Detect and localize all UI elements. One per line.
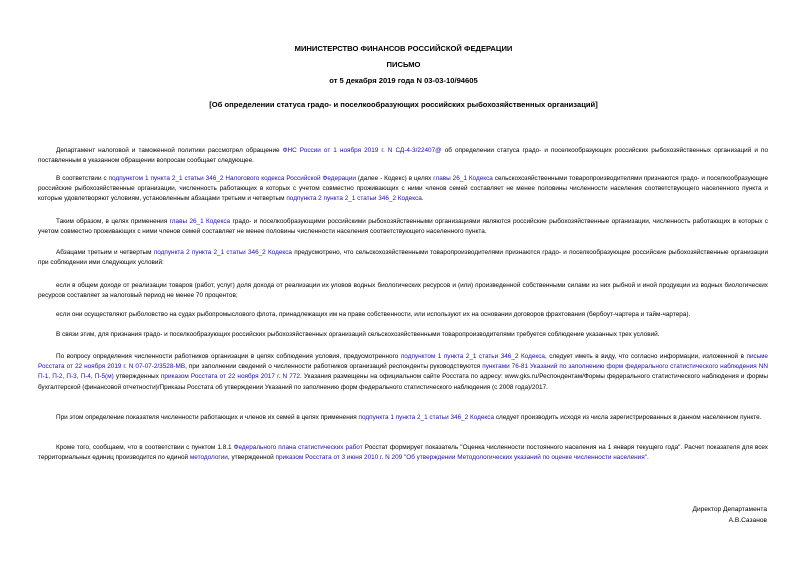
link-subpoint-2[interactable]: подпункта 2 пункта 2_1 статьи 346_2 Кодекса [153,249,292,256]
link-chapter-26-1[interactable]: главы 26_1 Кодекса [433,175,493,182]
text-fragment: Абзацами третьим и четвертым [56,249,154,256]
paragraph-7: В связи этим, для признания градо- и поселкообразующих российских рыбохозяйственных организаций сельскохозяйственными товаропроизводителями требуется соблюдение указанных трех условий. [56,331,660,338]
text-fragment: По вопросу определения численности работников организации в целях соблюдения условия, предусмотренного [56,353,401,360]
signature-position: Директор Департамента [692,506,767,513]
text-fragment: Департамент налоговой и таможенной политики рассмотрел обращение [56,147,283,154]
document-subject: [Об определении статуса градо- и поселкообразующих российских рыбохозяйственных организаций] [209,100,598,109]
link-tax-code-346-2[interactable]: подпунктом 1 пункта 2_1 статьи 346_2 Налогового кодекса Российской Федерации [108,175,356,182]
link-rosstat-order-209[interactable]: приказом Росстата от 3 июня 2010 г. N 209 [275,454,403,462]
text-fragment: . Указания размещены на официальном сайте Росстата по адресу: www.gks.ru/Респондентам/Формы федерального статистического наблюдения и формы бухгалтерской (финансовой отчетности)/Приказы Росстата об утверждении Указаний по заполнению форм федерального статистического наблюдения (с 2008 года)/2017. [38,373,768,391]
link-fns-letter[interactable]: ФНС России от 1 ноября 2019 г. N СД-4-3/22407@ [282,147,442,154]
text-fragment: , следует иметь в виду, что согласно информации, изложенной в [545,353,747,360]
text-fragment: , утвержденной [227,454,276,462]
link-rosstat-letter[interactable]: письме Росстата от 22 ноября 2019 г. N 07-07-2/3528-МВ [38,353,768,371]
paragraph-9 [38,413,768,423]
text-fragment: утвержденных [113,373,161,381]
document-type: ПИСЬМО [386,60,421,69]
text-fragment: . [646,454,649,462]
link-chapter-26-1[interactable]: главы 26_1 Кодекса [169,218,231,225]
paragraph-6: если они осуществляют рыболовство на судах рыбопромыслового флота, принадлежащих им на праве собственности, или используют их на основании договоров фрахтования (бербоут-чартера и тайм-чартера). [56,311,691,318]
text-fragment: об определении статуса градо- и поселкообразующих российских рыбохозяйственных организаций и по поставленным в указанном обращении вопросам сообщает следующее. [38,147,768,165]
paragraph-5: если в общем доходе от реализации товаров (работ, услуг) доля дохода от реализации их уловов водных биологических ресурсов и (или) произведенной собственными силами из них рыбной и иной продукции из водных биологических ресурсов составляет за налоговый период не менее 70 процентов; [38,282,768,300]
text-fragment: В соответствии с [56,175,109,182]
text-fragment: . [421,195,424,203]
paragraph-10 [38,443,768,463]
text-fragment: следует производить исходя из числа зарегистрированных в данном населенном пункте. [494,414,762,421]
signature-name: А.В.Сазанов [728,517,767,524]
link-subpoint-2[interactable]: подпункта 2 пункта 2_1 статьи 346_2 Кодекса [286,195,422,203]
text-fragment: При этом определение показателя численности работающих и членов их семей в целях применения [56,414,359,421]
ministry-title: МИНИСТЕРСТВО ФИНАНСОВ РОССИЙСКОЙ ФЕДЕРАЦИИ [294,44,513,53]
paragraph-3 [38,217,768,237]
paragraph-2 [38,174,768,205]
text-fragment: (далее - Кодекс) в целях [355,175,434,182]
text-fragment: градо- и поселкообразующими российскими рыбохозяйственными организациями являются российские рыбохозяйственные организации, численность работающих в которых с учетом совместно проживающих с ними членов семей составляет не менее половины численности населения соответствующего населенного пункта. [38,218,768,236]
text-fragment: Таким образом, в целях применения [56,218,170,225]
link-federal-statistical-plan[interactable]: Федерального плана статистических работ [233,444,363,451]
link-methodology[interactable]: методологии [189,454,228,462]
text-fragment: предусмотрено, что сельскохозяйственными товаропроизводителями признаются градо- и поселкообразующие российские рыбохозяйственные организации при соблюдении ими следующих условий: [38,249,769,267]
paragraph-4 [38,248,768,268]
document-date-number: от 5 декабря 2019 года N 03-03-10/94605 [329,76,478,85]
paragraph-1 [38,146,768,166]
link-instructions-76-81[interactable]: пунктами 76-81 Указаний по заполнению форм федерального статистического наблюдения NN П-1, П-2, П-3, П-4, П-5(м) [38,363,768,381]
link-subpoint-1[interactable]: подпункта 1 пункта 2_1 статьи 346_2 Кодекса [358,414,495,421]
text-fragment: , при заполнении сведений о численности работников организаций респонденты руководствуются [185,363,483,371]
text-fragment: сельскохозяйственными товаропроизводителями признаются градо- и поселкообразующие российские рыбохозяйственные организации, численность работающих в которых с учетом совместно проживающих с ними членов семей составляет не менее половины численности населения соответствующего населенного пункта и которые удовлетворяют условиям, установленным абзацами третьим и четвертым [38,175,769,203]
link-subpoint-1[interactable]: подпунктом 1 пункта 2_1 статьи 346_2 Кодекса [400,353,545,360]
text-fragment: Кроме того, сообщаем, что в соответствии с пунктом 1.8.1 [56,444,234,451]
paragraph-8 [38,352,768,393]
link-rosstat-order-772[interactable]: приказом Росстата от 22 ноября 2017 г. N 772 [160,373,300,381]
link-methodological-guidelines[interactable]: "Об утверждении Методологических указаний по оценке численности населения" [403,454,647,462]
text-fragment: Росстат формирует показатель "Оценка численности постоянного населения на 1 января текущего года". Расчет показателя для всех территориальных единиц производится по единой [38,444,769,462]
